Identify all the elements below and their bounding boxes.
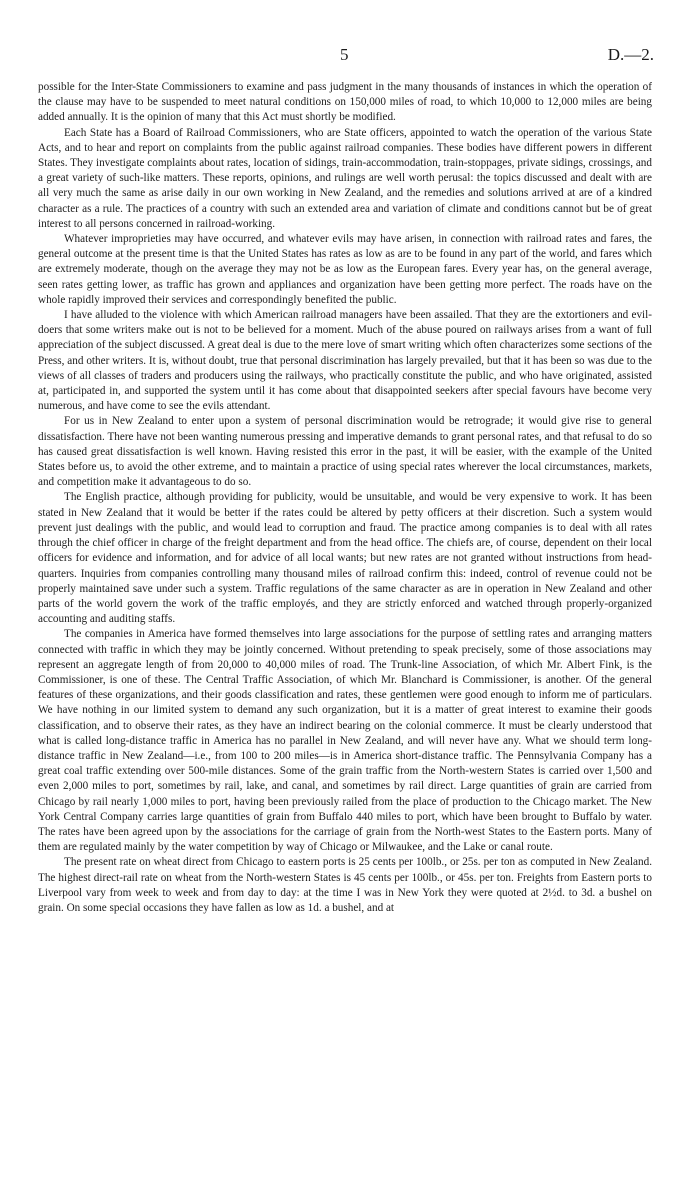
paragraph-6: The English practice, although providing for publicity, would be unsuitable, and would be very expensive to work. It has been stated in New Zealand that it would be better if the rates could be altered by petty officers at their discretion. Such a system would prevent just dealings with the public, and would lead to corruption and fraud. The practice among companies is to deal with all rates through the chief officer in charge of the freight department and from the head office. The chiefs are, of course, dependent on their local officers for evidence and information, and for advice of all local wants; but new rates are not granted without instructions from head-quarters. Inquiries from companies controlling many thousand miles of railroad confirm this: indeed, control of revenue could not be properly maintained save under such a system. Traffic regulations of the same character as are in operation in New Zealand and other parts of the world govern the work of the traffic employés, and they are strictly enforced and watched through properly-organized accounting and auditing staffs. xyxy=(38,491,652,626)
paragraph-5: For us in New Zealand to enter upon a system of personal discrimination would be retrograde; it would give rise to general dissatisfaction. There have not been wanting numerous pressing and imperative demands to grant personal rates, and that refusal to do so has caused great dissatisfaction is well known. Having resisted this error in the past, it will be easier, with the example of the United States before us, to avoid the other extreme, and to maintain a practice of using special rates wherever the local circumstances, markets, and competition make it advantageous to do so. xyxy=(38,415,652,489)
page-number: 5 xyxy=(340,45,349,64)
paragraph-7: The companies in America have formed themselves into large associations for the purpose of settling rates and arranging matters connected with traffic in which they may be jointly concerned. Without pretending to speak precisely, some of those associations may represent an aggregate length of from 20,000 to 40,000 miles of road. The Trunk-line Association, of which Mr. Albert Fink, is the Commissioner, is one of these. The Central Traffic Association, of which Mr. Blanchard is Commissioner, is another. Of the general features of these organizations, and their goods classification and rates, these gentlemen were good enough to inform me of particulars. We have nothing in our limited system to demand any such organization, but it is a matter of great interest to examine their goods classification, and to observe their rates, as they have an indirect bearing on the colonial commerce. It must be clearly understood that what is called long-distance traffic in America has no parallel in New Zealand, and will never have any. What we should term long-distance traffic in New Zealand—i.e., from 100 to 200 miles—is in America short-distance traffic. The Pennsylvania Company has a great coal traffic extending over 500-mile distances. Some of the grain traffic from the North-western States is carried over 1,500 and even 2,000 miles to port, sometimes by rail, lake, and canal, and sometimes by rail direct. Large quantities of grain are carried from Chicago by rail nearly 1,000 miles to port, having been previously railed from the place of production to the Chicago market. The New York Central Company carries large quantities of grain from Buffalo 440 miles to port, which have been brought to Buffalo by water. The rates have been agreed upon by the associations for the carriage of grain from the North-west States to the Eastern ports. Many of them are regulated mainly by the water competition by way of Chicago or Milwaukee, and the Lake or canal route. xyxy=(38,628,652,854)
body-text xyxy=(38,80,652,916)
paragraph-1: possible for the Inter-State Commissioners to examine and pass judgment in the many thousands of instances in which the operation of the clause may have to be suspended to meet natural conditions on 150,000 miles of road, to which 10,000 to 12,000 miles are being added annually. It is the opinion of many that this Act must shortly be modified. xyxy=(38,81,652,124)
document-id: D.—2. xyxy=(607,45,654,64)
paragraph-3: Whatever improprieties may have occurred, and whatever evils may have arisen, in connection with railroad rates and fares, the general outcome at the present time is that the United States has rates as low as are to be found in any part of the world, and fares which are extremely moderate, though on the average they may not be as low as the European fares. Every year has, on the general average, seen rates getting lower, as traffic has grown and appliances and organization have been getting more perfect. The roads have on the whole rapidly improved their services and correspondingly benefited the public. xyxy=(38,233,652,306)
paragraph-8: The present rate on wheat direct from Chicago to eastern ports is 25 cents per 100lb., or 25s. per ton as computed in New Zealand. The highest direct-rail rate on wheat from the North-western States is 45 cents per 100lb., or 45s. per ton. Freights from Eastern ports to Liverpool vary from week to week and from day to day: at the time I was in New York they were quoted at 2½d. to 3d. a bushel on grain. On some special occasions they have fallen as low as 1d. a bushel, and at xyxy=(38,856,652,914)
paragraph-4: I have alluded to the violence with which American railroad managers have been assailed. That they are the extortioners and evil-doers that some writers make out is not to be believed for a moment. Much of the abuse poured on railways arises from a want of full appreciation of the subject discussed. A great deal is due to the mere love of smart writing which often characterizes some sections of the Press, and other writers. It is, without doubt, true that personal discrimination has largely prevailed, but that it has been so was due to the views of all classes of traders and producers using the railways, who practically constitute the public, and who have originated, assisted at, participated in, and supported the system until it has come about that disappointed seekers after special favours have become very numerous, and have come to see the evils attendant. xyxy=(38,309,652,413)
page-header xyxy=(0,45,700,69)
paragraph-2: Each State has a Board of Railroad Commissioners, who are State officers, appointed to watch the operation of the various State Acts, and to hear and report on complaints from the public against railroad companies. These bodies have different powers in different States. They investigate complaints about rates, location of sidings, train-accommodation, train-stoppages, private sidings, crossings, and a great variety of such-like matters. These reports, opinions, and rulings are well worth perusal: the topics discussed and dealt with are all very much the same as arise daily in our own working in New Zealand, and the remedies and solutions arrived at are of a kindred character as a rule. The practices of a country with such an extended area and variation of climate and conditions cannot but be of great interest to all persons concerned in railroad-working. xyxy=(38,126,652,230)
